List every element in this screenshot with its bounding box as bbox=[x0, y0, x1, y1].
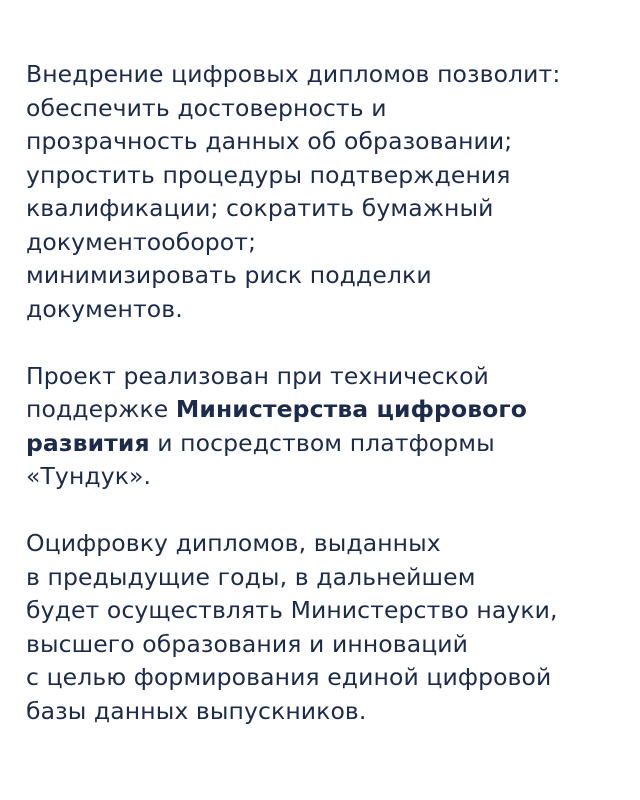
text-fragment: и посредством платформы bbox=[149, 428, 495, 457]
text-line: документов. bbox=[26, 294, 183, 323]
text-line: Проект реализован при технической bbox=[26, 361, 489, 390]
paragraph-spacer bbox=[26, 326, 630, 360]
text-line: с целью формирования единой цифровой bbox=[26, 663, 552, 691]
text-line: высшего образования и инноваций bbox=[26, 629, 469, 658]
text-line: прозрачность данных об образовании; bbox=[26, 127, 513, 155]
text-line: Внедрение цифровых дипломов позволит: bbox=[26, 60, 561, 88]
paragraph-digitization-plan bbox=[26, 527, 630, 728]
paragraph-digital-diplomas-benefits bbox=[26, 58, 630, 326]
text-line: будет осуществлять Министерство науки, bbox=[26, 596, 558, 624]
ministry-name-bold: Министерства цифрового bbox=[175, 395, 528, 423]
text-line bbox=[26, 393, 630, 427]
paragraph-project-support bbox=[26, 360, 630, 494]
paragraph-spacer bbox=[26, 494, 630, 528]
text-line: базы данных выпускников. bbox=[26, 696, 367, 725]
text-line: квалификации; сократить бумажный bbox=[26, 194, 494, 222]
text-line: обеспечить достоверность и bbox=[26, 93, 387, 122]
text-line: «Тундук». bbox=[26, 462, 152, 490]
text-line: Оцифровку дипломов, выданных bbox=[26, 529, 441, 557]
text-line: документооборот; bbox=[26, 227, 257, 256]
text-fragment: поддержке bbox=[26, 395, 176, 423]
text-line: в предыдущие годы, в дальнейшем bbox=[26, 562, 476, 591]
text-line bbox=[26, 427, 630, 461]
text-line: минимизировать риск подделки bbox=[26, 261, 432, 289]
text-line: упростить процедуры подтверждения bbox=[26, 160, 511, 189]
ministry-name-bold: развития bbox=[26, 428, 150, 457]
